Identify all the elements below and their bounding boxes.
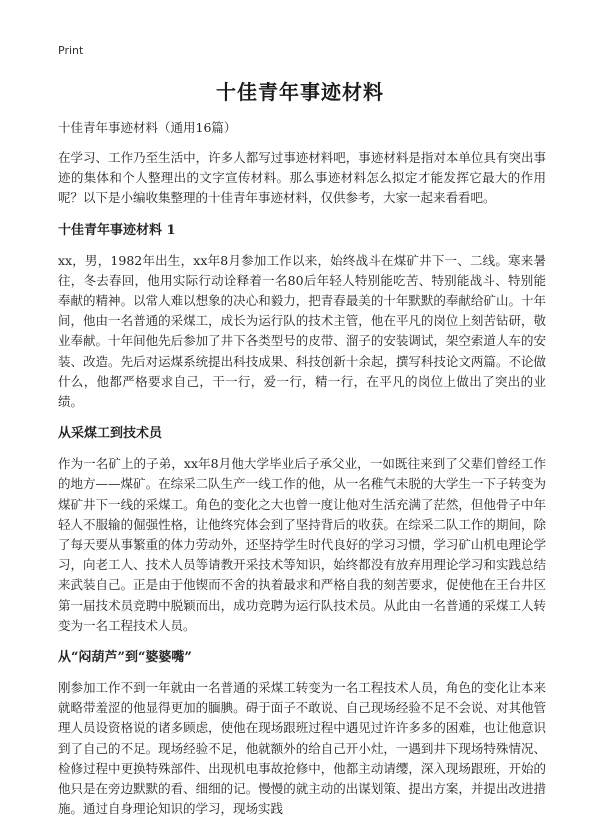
section-paragraph: xx，男，1982年出生，xx年8月参加工作以来，始终战斗在煤矿井下一、二线。寒来暑往，冬去春回，他用实际行动诠释着一名80后年轻人特别能吃苦、特别能战斗、特别能奉献的精神。以常人难以想象的决心和毅力，把青春最美的十年默默的奉献给矿山。十年间，他由一名普通的采煤工，成长为运行队的技术主管，他在平凡的岗位上刻苦钻研，敬业奉献。十年间他先后参加了井下各类型号的皮带、溜子的安装调试，架空索道人车的安装、改造。先后对运煤系统提出科技成果、科技创新十余起，撰写科技论文两篇。不论做什么，他都严格要求自己，干一行，爱一行，精一行，在平凡的岗位上做出了突出的业绩。	[58, 252, 546, 410]
section-paragraph: 刚参加工作不到一年就由一名普通的采煤工转变为一名工程技术人员，角色的变化让本来就略带羞涩的他显得更加的腼腆。碍于面子不敢说、自己现场经验不足不会说、对其他管理人员设资格说的诸多顾虑，使他在现场跟班过程中遇见过许许多多的困难，也让他意识到了自己的不足。现场经验不足，他就额外的给自己开小灶，一遇到井下现场特殊情况、检修过程中更换特殊部件、出现机电事故抢修中，他都主动请缨，深入现场跟班，开始的他只是在旁边默默的看、细细的记。慢慢的就主动的出谋划策、提出方案，并提出改进措施。通过自身理论知识的学习，现场实践	[58, 680, 546, 817]
section-heading: 十佳青年事迹材料 1	[58, 222, 176, 238]
document-subtitle: 十佳青年事迹材料（通用16篇）	[58, 120, 237, 135]
section-heading: 从采煤工到技术员	[58, 426, 163, 442]
document-body	[58, 118, 546, 831]
intro-paragraph: 在学习、工作乃至生活中，许多人都写过事迹材料吧，事迹材料是指对本单位具有突出事迹的集体和个人整理出的文字宣传材料。那么事迹材料怎么拟定才能发挥它最大的作用呢？以下是小编收集整理的十佳青年事迹材料，仅供参考，大家一起来看看吧。	[58, 150, 546, 206]
print-label[interactable]: Print	[58, 44, 84, 57]
section-paragraph: 作为一名矿上的子弟，xx年8月他大学毕业后子承父业，一如既往来到了父辈们曾经工作的地方——煤矿。在综采二队生产一线工作的他，从一名稚气未脱的大学生一下子转变为煤矿井下一线的采煤工。角色的变化之大也曾一度让他对生活充满了茫然，但他骨子中年轻人不服输的倔强性格，让他终究体会到了坚持背后的收获。在综采二队工作的期间，除了每天要从事繁重的体力劳动外，还坚持学生时代良好的学习习惯，学习矿山机电理论学习，向老工人、技术人员等请教开采技术等知识，始终都没有放弃用理论学习和实践总结来武装自己。正是由于他锲而不舍的执着最求和严格自我的刻苦要求，促使他在王台井区第一届技术员竞聘中脱颖而出，成功竞聘为运行队技术员。从此由一名普通的采煤工人转变为一名工程技术人员。	[58, 456, 546, 633]
document-title: 十佳青年事迹材料	[216, 80, 384, 104]
section-heading: 从“闷葫芦”到“婆婆嘴”	[58, 650, 192, 666]
